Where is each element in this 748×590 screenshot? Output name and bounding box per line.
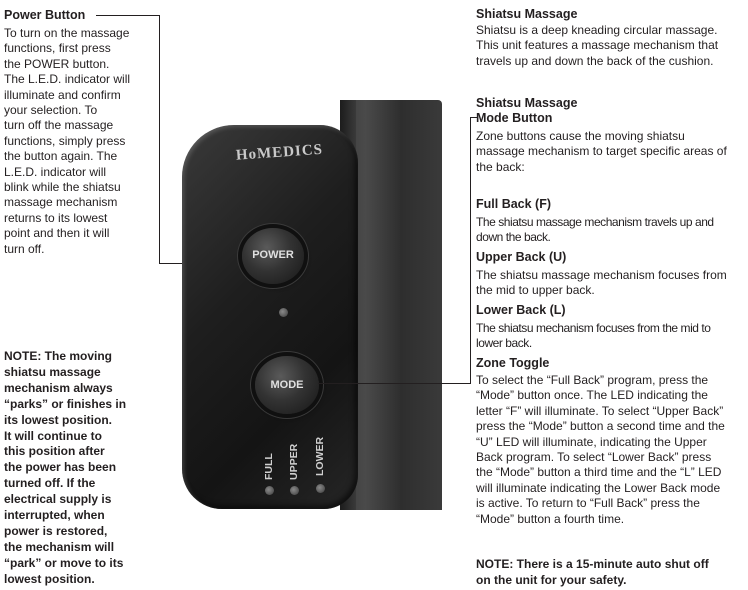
full-led xyxy=(265,486,274,495)
mode-button-heading-line1: Shiatsu Massage xyxy=(476,96,578,110)
note-line: shiatsu massage xyxy=(4,364,101,379)
text-line: the POWER button. xyxy=(4,56,110,71)
remote-control xyxy=(182,125,358,509)
text-line: massage mechanism to target specific areas of xyxy=(476,144,727,159)
power-led-indicator xyxy=(279,308,288,317)
note-line: the power has been xyxy=(4,460,117,475)
text-line: “Mode” button a fourth time. xyxy=(476,511,625,526)
note-line: turned off. If the xyxy=(4,476,96,491)
text-line: the mid to upper back. xyxy=(476,283,595,298)
lower-led-label: LOWER xyxy=(314,436,326,476)
upper-led xyxy=(290,486,299,495)
zone-toggle-description xyxy=(476,373,748,527)
text-line: down the back. xyxy=(476,230,551,245)
note-line: its lowest position. xyxy=(4,412,113,427)
text-line: The shiatsu mechanism focuses from the mid to xyxy=(476,321,711,335)
note-line: electrical supply is xyxy=(4,492,112,507)
brand-logo: HoMEDICS xyxy=(235,141,324,164)
text-line: your selection. To xyxy=(4,103,98,118)
text-line: lower back. xyxy=(476,336,532,351)
text-line: travels up and down the back of the cushion. xyxy=(476,53,714,68)
note-line: It will continue to xyxy=(4,428,102,443)
text-line: The shiatsu massage mechanism travels up and xyxy=(476,215,714,229)
text-line: The L.E.D. indicator will xyxy=(4,72,131,87)
mode-callout-line-horizontal xyxy=(318,383,471,384)
full-led-label: FULL xyxy=(263,453,275,480)
text-line: will illuminate indicating the Lower Back mode xyxy=(476,480,721,495)
shiatsu-massage-heading: Shiatsu Massage xyxy=(476,7,578,21)
note-line: “parks” or finishes in xyxy=(4,396,127,411)
mode-button-label: MODE xyxy=(270,379,304,391)
mode-callout-line-vertical xyxy=(470,117,471,384)
note-line: the mechanism will xyxy=(4,539,115,554)
lower-back-heading: Lower Back (L) xyxy=(476,303,566,317)
text-line: returns to its lowest xyxy=(4,210,108,225)
power-description xyxy=(4,26,154,257)
text-line: point and then it will xyxy=(4,226,110,241)
text-line: L.E.D. indicator will xyxy=(4,164,107,179)
note-line: interrupted, when xyxy=(4,508,105,523)
text-line: To select the “Full Back” program, press the xyxy=(476,373,709,387)
note-line: NOTE: There is a 15-minute auto shut off xyxy=(476,557,709,571)
upper-back-description xyxy=(476,268,748,299)
lower-back-description xyxy=(476,321,748,352)
park-note xyxy=(4,349,164,588)
text-line: functions, simply press xyxy=(4,133,126,148)
text-line: turn off. xyxy=(4,241,45,256)
text-line: The shiatsu massage mechanism focuses from xyxy=(476,268,727,282)
mode-button[interactable] xyxy=(255,356,319,414)
text-line: “U” LED will illuminate, indicating the Upper xyxy=(476,434,707,449)
text-line: letter “F” will illuminate. To select “Upper Back” xyxy=(476,403,724,418)
power-button-label: POWER xyxy=(252,249,294,261)
text-line: the “Mode” button a third time and the “L” LED xyxy=(476,465,722,480)
note-line: this position after xyxy=(4,444,105,459)
note-line: lowest position. xyxy=(4,571,95,586)
auto-shutoff-note xyxy=(476,557,748,589)
text-line: blink while the shiatsu xyxy=(4,180,121,195)
zone-toggle-heading: Zone Toggle xyxy=(476,356,550,370)
note-line: on the unit for your safety. xyxy=(476,572,627,587)
shiatsu-description xyxy=(476,23,746,69)
power-button[interactable] xyxy=(242,228,304,284)
power-callout-line-vertical xyxy=(159,15,160,264)
text-line: functions, first press xyxy=(4,41,111,56)
text-line: is active. To return to “Full Back” press the xyxy=(476,496,700,511)
text-line: illuminate and confirm xyxy=(4,87,121,102)
upper-back-heading: Upper Back (U) xyxy=(476,250,567,264)
text-line: massage mechanism xyxy=(4,195,118,210)
mode-button-description xyxy=(476,129,746,175)
full-back-description xyxy=(476,215,748,246)
full-back-heading: Full Back (F) xyxy=(476,197,552,211)
note-line: NOTE: The moving xyxy=(4,349,112,363)
text-line: To turn on the massage xyxy=(4,26,130,40)
note-line: power is restored, xyxy=(4,523,108,538)
text-line: press the “Mode” button a second time and the xyxy=(476,419,725,434)
text-line: Shiatsu is a deep kneading circular massage. xyxy=(476,23,718,37)
mode-button-heading-line2: Mode Button xyxy=(476,111,553,125)
power-callout-line-top xyxy=(96,15,159,16)
power-button-heading: Power Button xyxy=(4,8,86,22)
lower-led xyxy=(316,484,325,493)
text-line: turn off the massage xyxy=(4,118,114,133)
text-line: This unit features a massage mechanism that xyxy=(476,38,719,53)
text-line: “Mode” button once. The LED indicating the xyxy=(476,388,708,403)
text-line: the button again. The xyxy=(4,149,118,164)
upper-led-label: UPPER xyxy=(288,443,300,480)
text-line: the back: xyxy=(476,159,525,174)
note-line: mechanism always xyxy=(4,380,113,395)
note-line: “park” or move to its xyxy=(4,555,124,570)
text-line: Zone buttons cause the moving shiatsu xyxy=(476,129,685,143)
text-line: Back program. To select “Lower Back” press xyxy=(476,450,712,465)
